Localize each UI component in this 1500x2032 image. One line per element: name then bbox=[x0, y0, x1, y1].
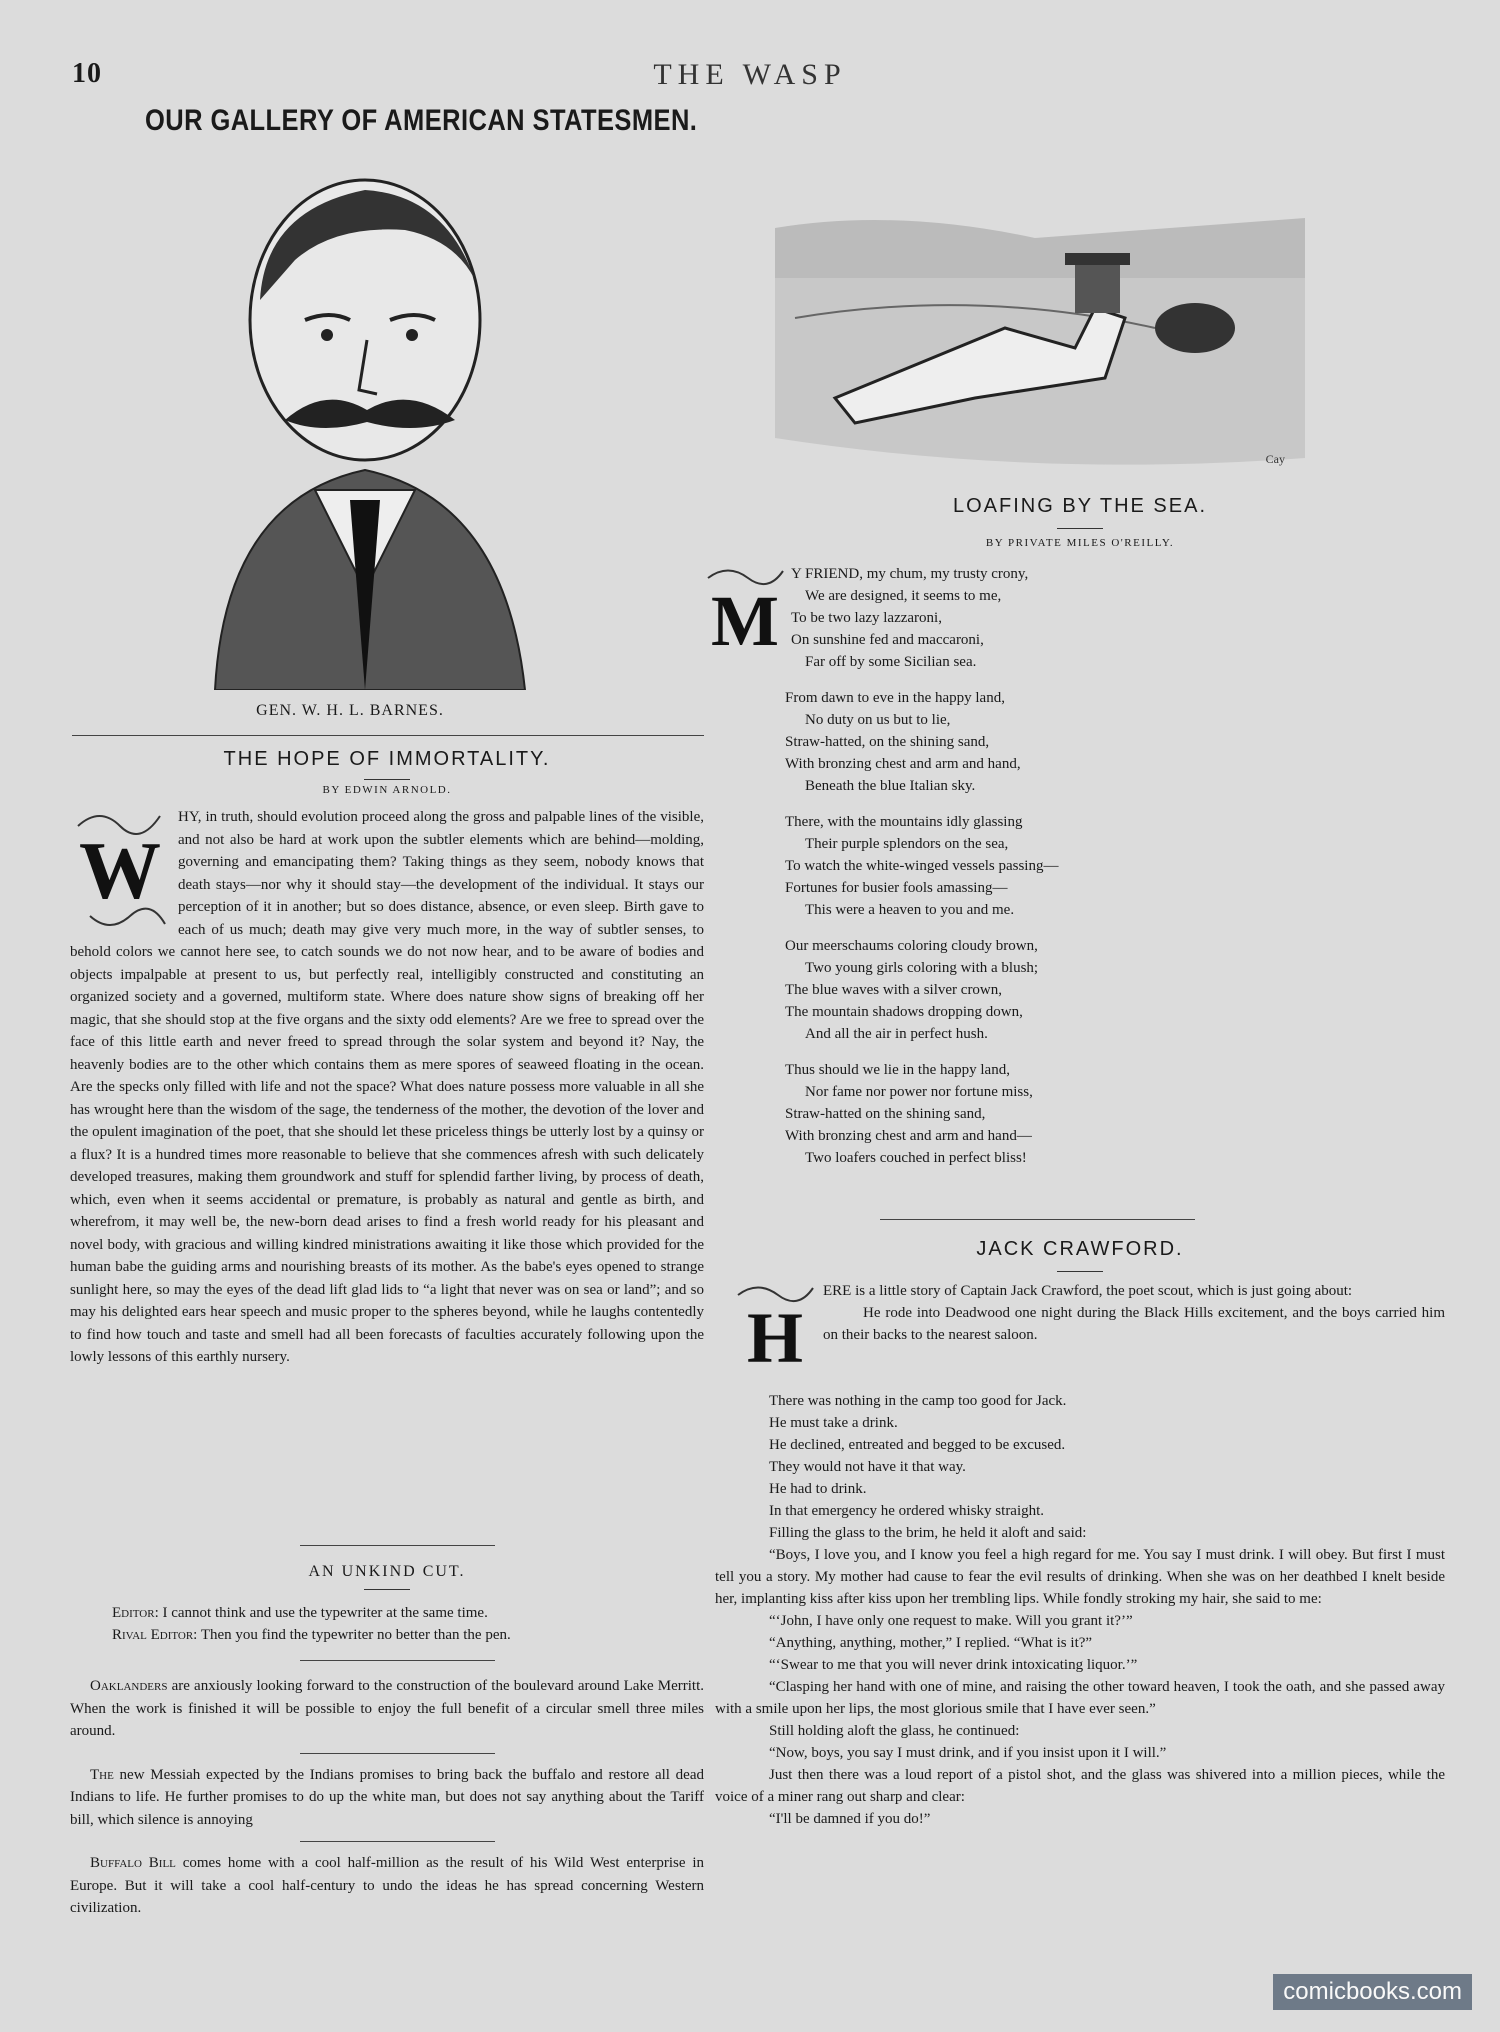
section-rule bbox=[72, 735, 704, 736]
news-item-buffalo-bill bbox=[70, 1852, 704, 1920]
story-line: There was nothing in the camp too good for Jack. bbox=[769, 1393, 1067, 1409]
title-rule bbox=[364, 779, 410, 780]
speech: “Anything, anything, mother,” I replied. “What is it?” bbox=[769, 1635, 1093, 1651]
short-lines bbox=[715, 1390, 1445, 1544]
svg-text:M: M bbox=[711, 581, 779, 661]
dialog-line bbox=[70, 1602, 704, 1624]
article-intro: ERE is a little story of Captain Jack Crawford, the poet scout, which is just going about: bbox=[823, 1283, 1353, 1299]
loafing-illustration bbox=[775, 168, 1305, 473]
article-body: HY, in truth, should evolution proceed along the gross and palpable lines of the visible, and not also be hard at work upon the subtler elements which are behind—molding, governing and emancipating them? Taking things as they seem, nobody knows that death stays—nor why it should stay—the development of the individual. It stays our perception of it in another; but so does distance, absence, or even sleep. Birth gave to each of us much; death may give very much more, in the way of subtler senses, to behold colors we cannot here see, to catch sounds we do not now hear, and to be aware of bodies and objects impalpable at present to us, but perfectly real, intelligibly constructed and constituting an organized society and a governed, multiform state. Where does nature show signs of breaking off her magic, that she should stop at the five organs and the sixty odd elements? Are we free to spread over the face of this little earth and never freed to spread through the solar system and beyond it? Nay, the heavenly bodies are to the other which contains them as mere spores of seaweed floating in the ocean. Are the specks only filled with life and not the space? What does nature possess more valuable in all she has wrought here than the wisdom of the sage, the tenderness of the mother, the devotion of the lover and the opulent imagination of the poet, that she should let these priceless things be utterly lost by a quinsy or a flux? It is a hundred times more reasonable to believe that she commences afresh with such delicately developed treasures, making them groundwork and stuff for splendid farther living, by process of death, which, even when it seems accidental or premature, is probably as natural and gentle as birth, and wherefrom, it may well be, the new-born dead arises to find a fresh world ready for his pleasant and novel body, with gracious and willing kindred ministrations awaiting it like those which provided for the human babe the guiding arms and nourishing breasts of its mother. As the babe's eyes opened to strange sunlight here, so may the eyes of the dead lift glad lids to “a light that never was on sea or land”; and so may his delighted ears hear speech and music proper to the spheres beyond, while he laughs contentedly to find how touch and taste and smell had all been forecasts of faculties accurately following upon the lowly lessons of this earthly nursery. bbox=[70, 809, 704, 1365]
poem-line: To watch the white-winged vessels passing— bbox=[785, 858, 1059, 874]
poem-body bbox=[711, 563, 1445, 1169]
loafing-poem bbox=[711, 495, 1445, 1183]
speaker: Editor: bbox=[112, 1605, 159, 1621]
news-item-messiah bbox=[70, 1764, 704, 1832]
title-rule bbox=[1057, 1271, 1103, 1272]
page-number: 10 bbox=[72, 58, 102, 89]
svg-text:W: W bbox=[79, 825, 161, 916]
article-title: THE HOPE OF IMMORTALITY. bbox=[223, 748, 551, 770]
story-line: They would not have it that way. bbox=[769, 1459, 966, 1475]
poem-line: Two young girls coloring with a blush; bbox=[805, 960, 1039, 976]
speech: “I'll be damned if you do!” bbox=[769, 1811, 931, 1827]
story-line: He declined, entreated and begged to be excused. bbox=[769, 1437, 1066, 1453]
poem-line: This were a heaven to you and me. bbox=[805, 902, 1015, 918]
dialog-text: Then you find the typewriter no better than the pen. bbox=[200, 1627, 511, 1643]
poem-line: Fortunes for busier fools amassing— bbox=[785, 880, 1008, 896]
jack-crawford-article bbox=[715, 1238, 1445, 1830]
item-text: comes home with a cool half-million as the result of his Wild West enterprise in Europe. But it will take a cool half-century to undo the ideas he has spread concerning Western civilization. bbox=[70, 1855, 705, 1916]
title-rule bbox=[1057, 528, 1103, 529]
item-text: new Messiah expected by the Indians promises to bring back the buffalo and restore all dead Indians to life. He further promises to do up the white man, but does not say anything about the Tariff bill, which silence is annoying bbox=[70, 1766, 704, 1828]
svg-text:H: H bbox=[746, 1298, 804, 1378]
poem-line: Far off by some Sicilian sea. bbox=[805, 654, 977, 670]
poem-line: The mountain shadows dropping down, bbox=[785, 1004, 1023, 1020]
poem-stanza-5 bbox=[785, 1059, 1445, 1169]
section-rule bbox=[300, 1545, 495, 1546]
poem-stanza-4 bbox=[785, 935, 1445, 1045]
poem-line: No duty on us but to lie, bbox=[805, 712, 951, 728]
poem-line: Two loafers couched in perfect bliss! bbox=[805, 1150, 1027, 1166]
section-rule bbox=[300, 1841, 495, 1842]
artist-signature: Cay bbox=[1265, 452, 1285, 466]
poem-line: With bronzing chest and arm and hand— bbox=[785, 1128, 1032, 1144]
article-byline: BY EDWIN ARNOLD. bbox=[322, 784, 452, 796]
unkind-cut bbox=[70, 1563, 704, 1646]
poem-title: LOAFING BY THE SEA. bbox=[953, 495, 1207, 517]
story-line: Filling the glass to the brim, he held it aloft and said: bbox=[769, 1525, 1087, 1541]
poem-line: On sunshine fed and maccaroni, bbox=[791, 632, 984, 648]
magazine-title: THE WASP bbox=[653, 58, 847, 91]
unkind-title: AN UNKIND CUT. bbox=[308, 1563, 466, 1580]
poem-line: Nor fame nor power nor fortune miss, bbox=[805, 1084, 1033, 1100]
section-rule bbox=[300, 1660, 495, 1661]
poem-stanza-3 bbox=[785, 811, 1445, 921]
section-rule bbox=[880, 1219, 1195, 1220]
item-lead: Oaklanders bbox=[90, 1678, 168, 1694]
speech: “‘John, I have only one request to make. Will you grant it?’” bbox=[769, 1613, 1133, 1629]
story-line: In that emergency he ordered whisky straight. bbox=[769, 1503, 1045, 1519]
poem-line: Beneath the blue Italian sky. bbox=[805, 778, 976, 794]
gallery-heading: OUR GALLERY OF AMERICAN STATESMEN. bbox=[145, 104, 698, 137]
item-lead: The bbox=[90, 1766, 114, 1783]
dialog-line bbox=[70, 1624, 704, 1646]
news-items bbox=[70, 1675, 704, 1920]
portrait-illustration bbox=[155, 170, 595, 690]
poem-line: Their purple splendors on the sea, bbox=[805, 836, 1009, 852]
poem-line: And all the air in perfect hush. bbox=[805, 1026, 988, 1042]
poem-line: There, with the mountains idly glassing bbox=[785, 814, 1023, 830]
poem-line: Thus should we lie in the happy land, bbox=[785, 1062, 1010, 1078]
poem-line: Our meerschaums coloring cloudy brown, bbox=[785, 938, 1038, 954]
portrait-caption: GEN. W. H. L. BARNES. bbox=[256, 702, 444, 719]
story-line: Still holding aloft the glass, he continued: bbox=[769, 1723, 1020, 1739]
poem-line: We are designed, it seems to me, bbox=[805, 588, 1002, 604]
article-title: JACK CRAWFORD. bbox=[976, 1238, 1184, 1260]
item-lead: Buffalo Bill bbox=[90, 1855, 176, 1871]
ornamental-dropcap-m bbox=[703, 563, 785, 673]
poem-line: With bronzing chest and arm and hand, bbox=[785, 756, 1021, 772]
speech: “Now, boys, you say I must drink, and if you insist upon it I will.” bbox=[769, 1745, 1167, 1761]
speech: “Boys, I love you, and I know you feel a high regard for me. You say I must drink. I will obey. But first I must tell you a story. My mother had cause to fear the evil results of drinking. When she was on her deathbed I knelt beside her, implanting kiss after kiss upon her trembling lips. While fondly stroking my hair, she said to me: bbox=[715, 1547, 1445, 1607]
poem-byline: BY PRIVATE MILES O'REILLY. bbox=[985, 537, 1175, 549]
poem-line: Straw-hatted, on the shining sand, bbox=[785, 734, 990, 750]
ornamental-dropcap-h bbox=[733, 1280, 815, 1390]
dialog-text: I cannot think and use the typewriter at the same time. bbox=[162, 1605, 488, 1621]
poem-line: Y FRIEND, my chum, my trusty crony, bbox=[791, 566, 1029, 582]
article-paragraph: He rode into Deadwood one night during the Black Hills excitement, and the boys carried him on their backs to the nearest saloon. bbox=[823, 1305, 1445, 1343]
poem-line: To be two lazy lazzaroni, bbox=[791, 610, 942, 626]
news-item-oakland bbox=[70, 1675, 704, 1743]
poem-line: The blue waves with a silver crown, bbox=[785, 982, 1003, 998]
story-line: He must take a drink. bbox=[769, 1415, 898, 1431]
poem-line: From dawn to eve in the happy land, bbox=[785, 690, 1005, 706]
poem-stanza-1 bbox=[785, 563, 1445, 673]
item-text: are anxiously looking forward to the construction of the boulevard around Lake Merritt. When the work is finished it will be possible to enjoy the full benefit of a circular smell three miles around. bbox=[70, 1678, 704, 1739]
poem-line: Straw-hatted on the shining sand, bbox=[785, 1106, 986, 1122]
speech: “‘Swear to me that you will never drink intoxicating liquor.’” bbox=[769, 1657, 1138, 1673]
speaker: Rival Editor: bbox=[112, 1627, 198, 1643]
hope-article bbox=[70, 748, 704, 1369]
speech: Just then there was a loud report of a pistol shot, and the glass was shivered into a million pieces, while the voice of a miner rang out sharp and clear: bbox=[715, 1767, 1445, 1805]
site-watermark: comicbooks.com bbox=[1273, 1974, 1472, 2010]
story-line: He had to drink. bbox=[769, 1481, 867, 1497]
poem-stanza-2 bbox=[785, 687, 1445, 797]
ornamental-dropcap-w bbox=[70, 806, 170, 934]
section-rule bbox=[300, 1753, 495, 1754]
title-rule bbox=[364, 1589, 410, 1590]
speech: “Clasping her hand with one of mine, and raising the other toward heaven, I took the oath, and she passed away with a smile upon her lips, the most glorious smile that I have ever seen.” bbox=[715, 1679, 1445, 1717]
